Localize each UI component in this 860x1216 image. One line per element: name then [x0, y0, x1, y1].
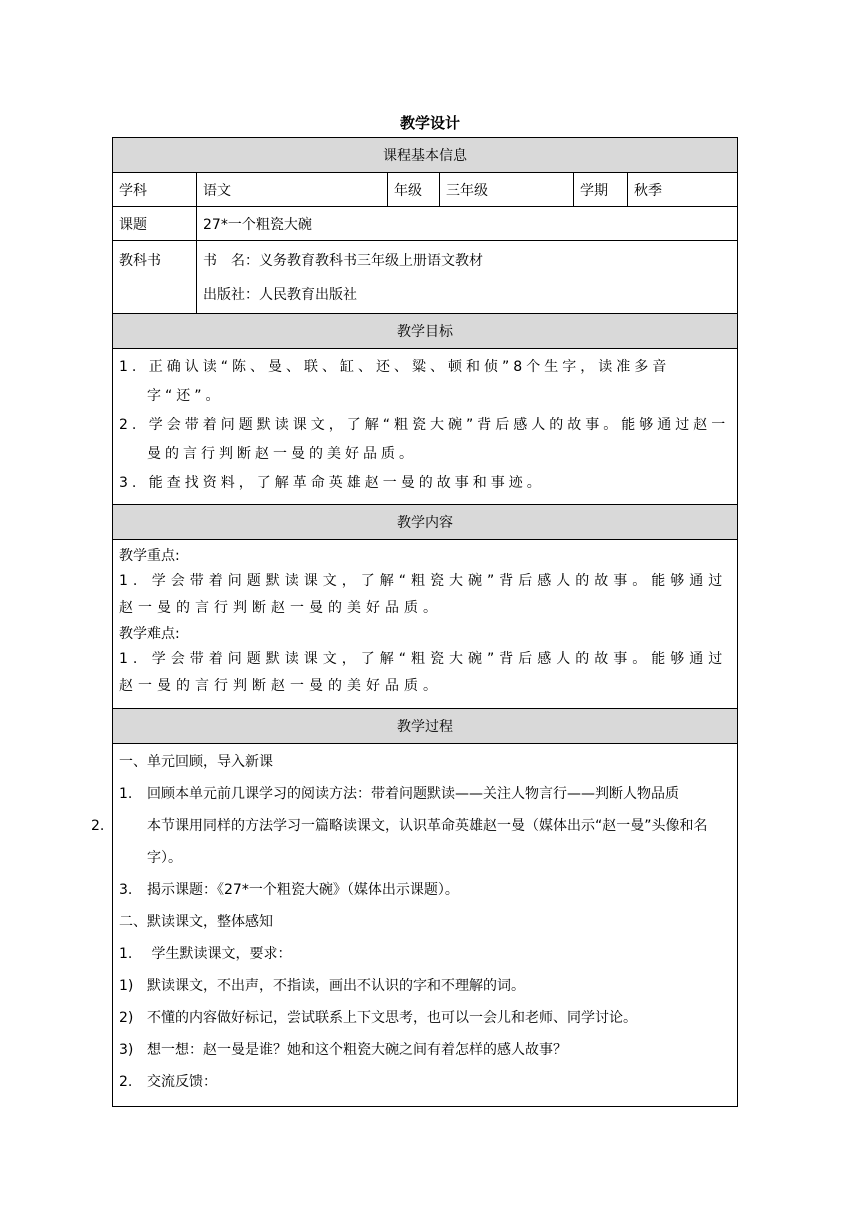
grade-value: 三年级	[440, 173, 574, 207]
step-number: 1.	[119, 946, 133, 962]
difficult-points-text: 1. 学会带着问题默读课文，了解“粗瓷大碗”背后感人的故事。能够通过赵一曼的言行判断赵一曼的美好品质。	[119, 651, 728, 694]
subject-label: 学科	[113, 173, 197, 207]
process-step	[119, 778, 731, 810]
process-substep	[119, 970, 731, 1002]
key-points-text: 1. 学会带着问题默读课文，了解“粗瓷大碗”背后感人的故事。能够通过赵一曼的言行判断赵一曼的美好品质。	[119, 573, 728, 616]
substep-text: 不懂的内容做好标记，尝试联系上下文思考，也可以一会儿和老师、同学讨论。	[147, 1010, 637, 1026]
step-number: 3.	[119, 882, 133, 898]
goal-item: 2. 学会带着问题默读课文，了解“粗瓷大碗”背后感人的故事。能够通过赵一曼的言行判断赵一曼的美好品质。	[119, 417, 730, 462]
substep-number: 3)	[119, 1042, 134, 1058]
textbook-info	[197, 241, 738, 314]
section-header-content: 教学内容	[113, 505, 738, 540]
step-number: 2.	[119, 1074, 133, 1090]
process-part-title: 一、单元回顾，导入新课	[119, 754, 273, 770]
section-header-basic-info: 课程基本信息	[113, 138, 738, 173]
topic-value: 27*一个粗瓷大碗	[197, 207, 738, 241]
substep-text: 想一想：赵一曼是谁？她和这个粗瓷大碗之间有着怎样的感人故事？	[147, 1042, 567, 1058]
process-part-title: 二、默读课文，整体感知	[119, 914, 273, 930]
grade-label: 年级	[388, 173, 440, 207]
substep-number: 2)	[119, 1010, 134, 1026]
section-header-goals: 教学目标	[113, 314, 738, 349]
content-body	[113, 540, 738, 709]
document-title: 教学设计	[399, 114, 460, 132]
section-header-process: 教学过程	[113, 709, 738, 744]
subject-value: 语文	[197, 173, 388, 207]
process-step	[91, 810, 731, 874]
step-text: 揭示课题：《27*一个粗瓷大碗》（媒体出示课题）。	[147, 882, 459, 898]
goals-list	[113, 349, 738, 505]
step-text: 学生默读课文，要求：	[147, 946, 292, 962]
key-points-label: 教学重点:	[119, 548, 180, 564]
process-substep	[119, 1034, 731, 1066]
goal-item: 3. 能查找资料，了解革命英雄赵一曼的故事和事迹。	[119, 475, 545, 491]
textbook-book-name: 书 名：义务教育教科书三年级上册语文教材	[203, 253, 483, 269]
step-number: 2.	[91, 818, 105, 834]
textbook-label: 教科书	[113, 241, 197, 314]
step-text: 回顾本单元前几课学习的阅读方法：带着问题默读——关注人物言行——判断人物品质	[147, 786, 679, 802]
process-body	[91, 744, 738, 1107]
step-text: 交流反馈：	[147, 1074, 217, 1090]
substep-number: 1)	[119, 978, 134, 994]
goal-item: 1. 正确认读“陈、曼、联、缸、还、粱、顿和侦”8个生字，读准多音字“还”。	[119, 359, 671, 404]
process-step	[119, 874, 731, 906]
textbook-publisher: 出版社：人民教育出版社	[203, 287, 357, 303]
substep-text: 默读课文，不出声，不指读，画出不认识的字和不理解的词。	[147, 978, 525, 994]
process-substep	[119, 1002, 731, 1034]
step-text: 本节课用同样的方法学习一篇略读课文，认识革命英雄赵一曼（媒体出示“赵一曼”头像和名字）。	[147, 818, 708, 866]
topic-label: 课题	[113, 207, 197, 241]
process-step	[119, 938, 731, 970]
term-label: 学期	[574, 173, 628, 207]
difficult-points-label: 教学难点:	[119, 626, 180, 642]
step-number: 1.	[119, 786, 133, 802]
term-value: 秋季	[628, 173, 738, 207]
lesson-plan-table	[91, 137, 738, 1107]
process-step	[119, 1066, 731, 1098]
